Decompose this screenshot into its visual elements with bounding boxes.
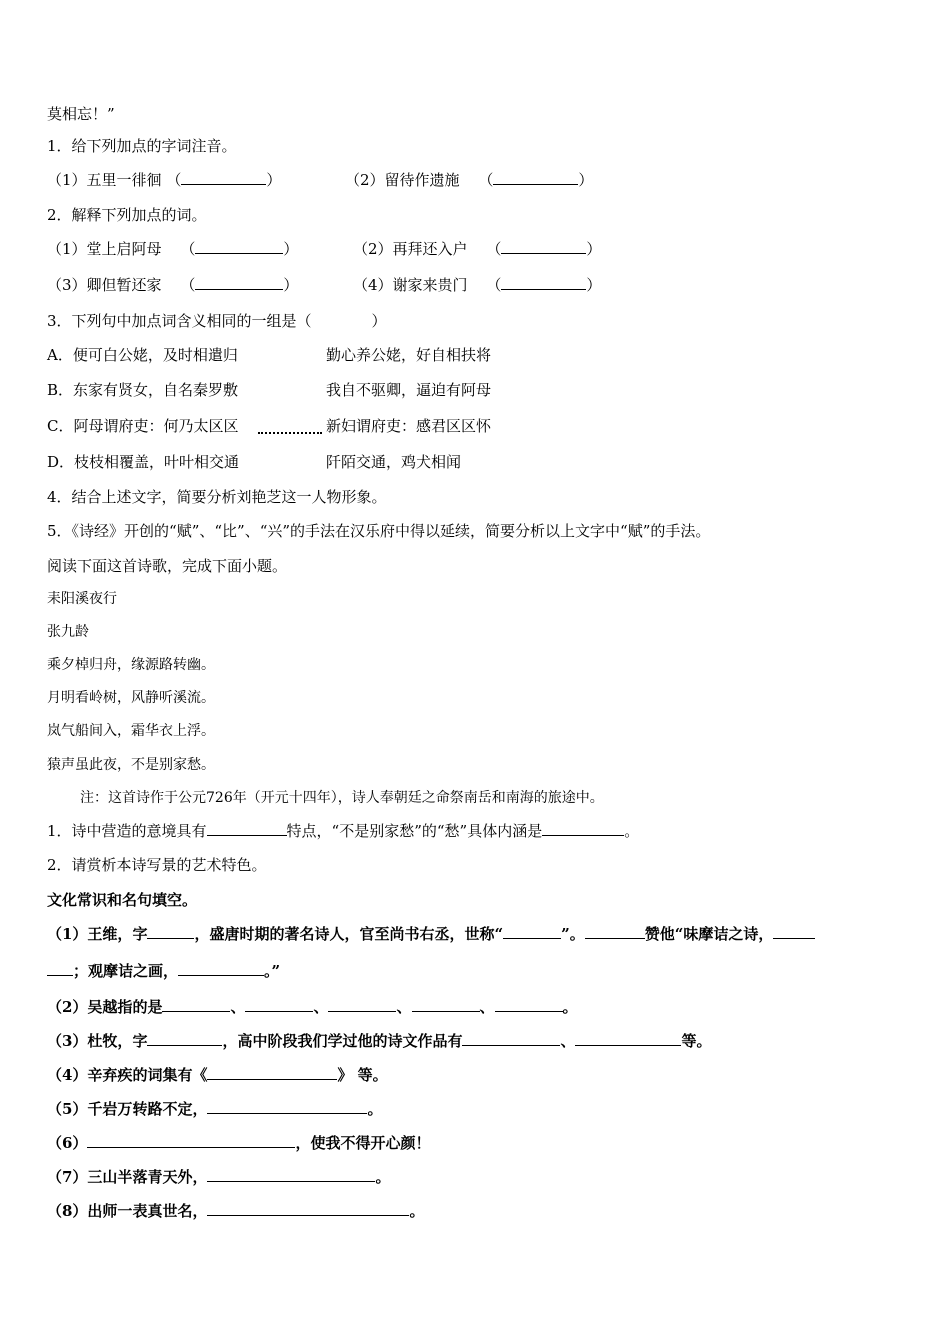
culture-i2-blank-1[interactable] xyxy=(162,997,230,1012)
culture-i2-a: （2）吴越指的是 xyxy=(47,998,163,1016)
q1-b-blank[interactable] xyxy=(493,170,578,185)
q2-item-2-paren-right: ） xyxy=(586,240,602,258)
culture-i4-blank[interactable] xyxy=(207,1065,337,1080)
q2-item-3-blank[interactable] xyxy=(195,275,283,290)
culture-i3-c: 等。 xyxy=(681,1032,712,1050)
q3-option-a-right: 勤心养公姥，好自相扶将 xyxy=(326,346,492,364)
culture-item-4 xyxy=(47,1064,388,1086)
top-line: 莫相忘！” xyxy=(47,105,115,123)
poem-q2: 2．请赏析本诗写景的艺术特色。 xyxy=(47,856,267,874)
culture-item-5 xyxy=(47,1098,382,1120)
culture-i4-b: 》 等。 xyxy=(337,1066,388,1084)
q2-item-3-paren-right: ） xyxy=(283,276,299,294)
q2-item-4 xyxy=(353,274,601,296)
poem-line-3: 岚气船间入，霜华衣上浮。 xyxy=(47,723,215,739)
culture-i2-blank-5[interactable] xyxy=(495,997,563,1012)
q1-b-label: （2）留待作遗施 xyxy=(345,171,460,189)
q5-text: 5．《诗经》开创的“赋”、“比”、“兴”的手法在汉乐府中得以延续，简要分析以上文字中“赋”的手法。 xyxy=(47,522,711,540)
q3-option-b-right: 我自不驱卿，逼迫有阿母 xyxy=(326,381,492,399)
poem-line-4: 猿声虽此夜，不是别家愁。 xyxy=(47,757,215,773)
culture-i7-a: （7）三山半落青天外， xyxy=(47,1168,208,1186)
culture-i1-b: ，盛唐时期的著名诗人，官至尚书右丞，世称“ xyxy=(194,925,504,943)
q2-item-1-label: （1）堂上启阿母 xyxy=(47,240,162,258)
q3-option-b-left: B．东家有贤女，自名秦罗敷 xyxy=(47,381,239,399)
culture-i5-a: （5）千岩万转路不定， xyxy=(47,1100,208,1118)
culture-item-6 xyxy=(47,1132,430,1154)
q1-title: 1．给下列加点的字词注音。 xyxy=(47,137,237,155)
culture-i1-f: 。” xyxy=(264,962,281,980)
q2-item-4-paren-right: ） xyxy=(586,276,602,294)
culture-i2-sep-3: 、 xyxy=(396,998,412,1016)
q1-row xyxy=(47,169,281,191)
q2-title: 2．解释下列加点的词。 xyxy=(47,206,207,224)
poem-q1-part-a: 1．诗中营造的意境具有 xyxy=(47,822,207,840)
culture-i7-blank[interactable] xyxy=(207,1167,375,1182)
culture-i7-period: 。 xyxy=(375,1168,391,1186)
q1-a-blank[interactable] xyxy=(181,170,266,185)
culture-i1-d: 赞他“味摩诘之诗， xyxy=(644,925,774,943)
culture-i1-blank-4-cont[interactable] xyxy=(47,961,73,976)
culture-i2-sep-1: 、 xyxy=(230,998,246,1016)
poem-intro: 阅读下面这首诗歌，完成下面小题。 xyxy=(47,557,288,575)
dot-emphasis-marks xyxy=(258,428,322,434)
poem-q1-part-c: 。 xyxy=(624,822,640,840)
culture-i8-a: （8）出师一表真世名， xyxy=(47,1202,208,1220)
q2-item-3 xyxy=(47,274,298,296)
poem-line-2: 月明看岭树，风静听溪流。 xyxy=(47,690,215,706)
culture-i5-blank[interactable] xyxy=(207,1099,367,1114)
culture-i3-b: ，高中阶段我们学过他的诗文作品有 xyxy=(222,1032,463,1050)
q1-b-paren-left: （ xyxy=(478,171,494,189)
poem-q1-blank-1[interactable] xyxy=(207,821,287,836)
culture-i1-c: ”。 xyxy=(561,925,585,943)
culture-i1-e: ；观摩诘之画， xyxy=(73,962,179,980)
q2-item-3-paren-left: （ xyxy=(180,276,196,294)
culture-item-1-cont xyxy=(47,960,280,982)
culture-i2-sep-4: 、 xyxy=(479,998,495,1016)
culture-i1-blank-3[interactable] xyxy=(585,924,645,939)
culture-i8-blank[interactable] xyxy=(207,1201,409,1216)
q2-item-2 xyxy=(353,238,601,260)
q3-option-c-right: 新妇谓府吏：感君区区怀 xyxy=(326,417,492,435)
culture-item-3 xyxy=(47,1030,712,1052)
culture-i3-blank-3[interactable] xyxy=(575,1031,681,1046)
culture-i3-blank-1[interactable] xyxy=(147,1031,222,1046)
culture-i3-a: （3）杜牧，字 xyxy=(47,1032,148,1050)
culture-i2-period: 。 xyxy=(562,998,578,1016)
q2-item-1-blank[interactable] xyxy=(195,239,283,254)
culture-i1-blank-5[interactable] xyxy=(178,961,264,976)
q1-a-label: （1）五里一徘徊 xyxy=(47,171,162,189)
culture-item-2 xyxy=(47,996,578,1018)
culture-i6-blank[interactable] xyxy=(87,1133,295,1148)
culture-i1-blank-4[interactable] xyxy=(773,924,815,939)
q2-item-1-paren-right: ） xyxy=(283,240,299,258)
q1-b-paren-right: ） xyxy=(578,171,594,189)
culture-i4-a: （4）辛弃疾的词集有《 xyxy=(47,1066,208,1084)
q2-item-4-blank[interactable] xyxy=(501,275,586,290)
q1-b-row xyxy=(345,169,593,191)
culture-i6-b: ，使我不得开心颜！ xyxy=(295,1134,431,1152)
culture-i8-period: 。 xyxy=(409,1202,425,1220)
culture-i3-blank-2[interactable] xyxy=(462,1031,560,1046)
culture-i2-sep-2: 、 xyxy=(313,998,329,1016)
poem-q1 xyxy=(47,820,639,842)
q1-a-paren-right: ） xyxy=(266,171,282,189)
culture-i6-a: （6） xyxy=(47,1134,88,1152)
culture-i5-period: 。 xyxy=(367,1100,383,1118)
q3-option-d-left: D．枝枝相覆盖，叶叶相交通 xyxy=(47,453,240,471)
culture-title: 文化常识和名句填空。 xyxy=(47,891,198,909)
culture-i1-blank-2[interactable] xyxy=(503,924,561,939)
culture-i2-blank-4[interactable] xyxy=(412,997,480,1012)
q3-option-d-right: 阡陌交通，鸡犬相闻 xyxy=(326,453,462,471)
q2-item-2-paren-left: （ xyxy=(486,240,502,258)
q2-item-2-blank[interactable] xyxy=(501,239,586,254)
culture-item-8 xyxy=(47,1200,424,1222)
poem-q1-part-b: 特点，“不是别家愁”的“愁”具体内涵是 xyxy=(286,822,543,840)
q1-a-paren-left: （ xyxy=(166,171,182,189)
q3-option-a-left: A．便可白公姥，及时相遣归 xyxy=(47,346,238,364)
q4-text: 4．结合上述文字，简要分析刘艳芝这一人物形象。 xyxy=(47,488,387,506)
q2-item-2-label: （2）再拜还入户 xyxy=(353,240,468,258)
poem-author: 张九龄 xyxy=(47,624,89,640)
poem-note: 注：这首诗作于公元726年（开元十四年），诗人奉朝廷之命祭南岳和南海的旅途中。 xyxy=(80,790,604,806)
q3-title: 3．下列句中加点词含义相同的一组是（ ） xyxy=(47,312,387,330)
q2-item-3-label: （3）卿但暂还家 xyxy=(47,276,162,294)
poem-line-1: 乘夕棹归舟，缘源路转幽。 xyxy=(47,657,215,673)
culture-i3-sep: 、 xyxy=(560,1032,576,1050)
q2-item-1 xyxy=(47,238,298,260)
q3-option-c-left: C．阿母谓府吏：何乃太区区 xyxy=(47,417,239,435)
poem-q1-blank-2[interactable] xyxy=(542,821,624,836)
culture-item-7 xyxy=(47,1166,390,1188)
culture-i1-a: （1）王维，字 xyxy=(47,925,148,943)
q2-item-1-paren-left: （ xyxy=(180,240,196,258)
culture-i2-blank-3[interactable] xyxy=(328,997,396,1012)
poem-title: 耒阳溪夜行 xyxy=(47,591,117,607)
culture-item-1 xyxy=(47,923,815,945)
q2-item-4-label: （4）谢家来贵门 xyxy=(353,276,468,294)
q2-item-4-paren-left: （ xyxy=(486,276,502,294)
culture-i2-blank-2[interactable] xyxy=(245,997,313,1012)
culture-i1-blank-1[interactable] xyxy=(147,924,194,939)
